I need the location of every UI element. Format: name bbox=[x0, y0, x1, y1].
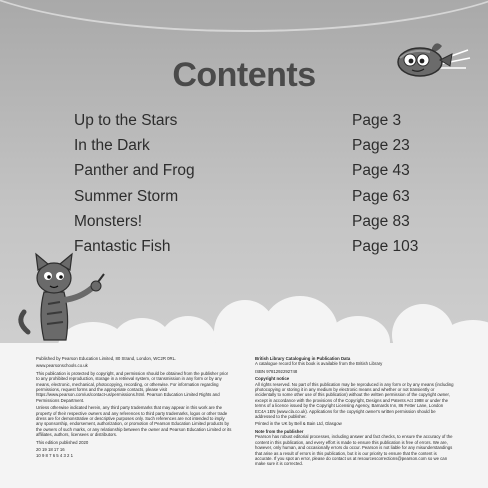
toc-page-number: Page 83 bbox=[352, 212, 410, 230]
print-run-line: 10 9 8 7 6 5 4 3 2 1 bbox=[36, 452, 74, 458]
cip-heading: British Library Cataloguing in Publication Data bbox=[255, 356, 351, 361]
copyright-paragraph: This publication is protected by copyright, and permission should be obtained from the publisher prior to any prohibited reproduction, storage in a retrieval system, or transmission in any form or by any means, electronic, mechanical, photocopying, recording, or otherwise. For information regarding permissions, request forms and the appropriate contacts, please visit https://www.pearson.com/us/contact-us/permissions.html. Pearson Education Limited Rights and Permissions Department. bbox=[36, 370, 229, 403]
toc-row bbox=[74, 184, 434, 209]
toc-page-number: Page 63 bbox=[352, 187, 410, 205]
isbn-line: ISBN 9781292292748 bbox=[255, 368, 298, 374]
toc-row bbox=[74, 133, 434, 158]
trademarks-paragraph: Unless otherwise indicated herein, any third party trademarks that may appear in this work are the property of their respective owners and any references to third party trademarks, logos or other trade dress are for demonstrative or descriptive purposes only. Such references are not intended to imply any sponsorship, endorsement, authorization, or promotion of Pearson Education Limited products by the owners of such marks, or any relationship between the owner and Pearson Education Limited or its affiliates, authors, licensees or distributors. bbox=[36, 405, 232, 438]
publisher-line: Published by Pearson Education Limited, 80 Strand, London, WC2R 0RL. bbox=[36, 356, 177, 361]
page-title: Contents bbox=[172, 56, 316, 94]
cat-illustration bbox=[14, 252, 114, 348]
edition-line: This edition published 2020 bbox=[36, 439, 89, 445]
toc-page-number: Page 103 bbox=[352, 238, 419, 256]
imprint-right-column bbox=[255, 356, 455, 469]
copyright-notice-heading: Copyright notice bbox=[255, 376, 290, 382]
toc-story-title: Up to the Stars bbox=[74, 111, 178, 129]
toc-story-title: Panther and Frog bbox=[74, 162, 195, 180]
toc-row bbox=[74, 159, 434, 184]
toc-row bbox=[74, 234, 434, 259]
cip-text: A catalogue record for this book is available from the British Library bbox=[255, 361, 383, 367]
toc-story-title: Summer Storm bbox=[74, 187, 179, 205]
toc-row bbox=[74, 108, 434, 133]
toc-page-number: Page 43 bbox=[352, 162, 410, 180]
print-year-line: 20 19 18 17 16 bbox=[36, 447, 65, 453]
website-line: www.pearsonschools.co.uk bbox=[36, 363, 88, 369]
copyright-notice-text: All rights reserved. No part of this publication may be reproduced in any form or by any means (including photocopying or storing it in any medium by electronic means and whether or not transiently or incidentally to some other use of this publication) without the written permission of the copyright owner, except in accordance with the provisions of the Copyright, Designs and Patents Act 1988 or under the terms of a licence issued by the Copyright Licensing Agency, Barnards Inn, 86 Fetter Lane, London EC4A 1EN (www.cla.co.uk). Applications for the copyright owner's written permission should be addressed to the publisher. bbox=[255, 381, 454, 420]
toc-page-number: Page 3 bbox=[352, 111, 402, 129]
table-of-contents bbox=[74, 108, 434, 260]
toc-story-title: In the Dark bbox=[74, 136, 150, 154]
toc-story-title: Fantastic Fish bbox=[74, 238, 171, 256]
imprint-left-column bbox=[36, 356, 232, 460]
toc-page-number: Page 23 bbox=[352, 136, 410, 154]
publisher-note-heading: Note from the publisher bbox=[255, 428, 304, 434]
publisher-note-text: Pearson has robust editorial processes, including answer and fact checks, to ensure the accuracy of the content in this publication, and every effort is made to ensure this publication is free of errors. We are, however, only human, and occasionally errors do occur. Pearson is not liable for any misunderstandings that arise as a result of errors in this publication, but it is our priority to ensure that the content is accurate. If you spot an error, please do contact us at resourcescorrections@pearson.com so we can make sure it is corrected. bbox=[255, 434, 453, 467]
toc-story-title: Monsters! bbox=[74, 212, 143, 230]
toc-row bbox=[74, 209, 434, 234]
printed-line: Printed in the UK by Bell & Bain Ltd, Glasgow bbox=[255, 421, 342, 427]
